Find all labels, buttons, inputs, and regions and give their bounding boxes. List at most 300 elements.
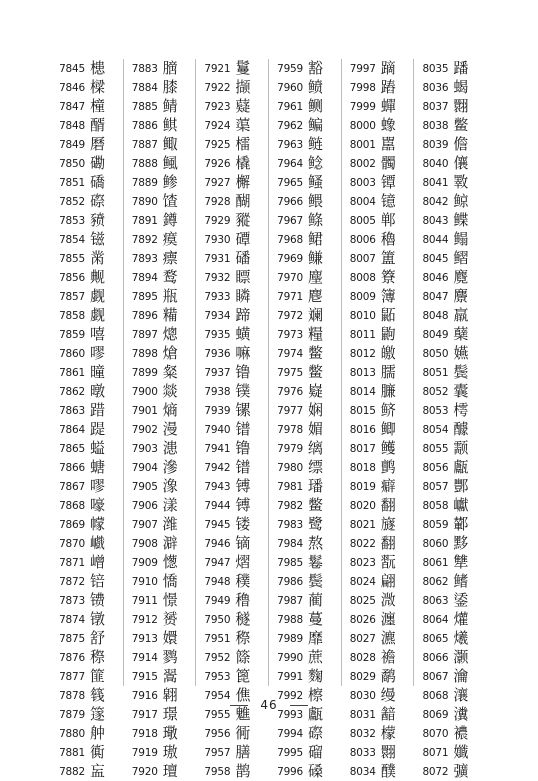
table-row (124, 173, 196, 192)
character: 璥 (162, 724, 178, 742)
char-code: 7873 (59, 594, 85, 607)
table-row (269, 439, 341, 458)
char-code: 8030 (349, 689, 376, 702)
character: 缥 (308, 458, 324, 476)
table-row (51, 173, 123, 192)
char-code: 7848 (59, 119, 85, 132)
character: 甗 (308, 705, 324, 723)
character: 蹢 (380, 59, 396, 77)
character: 锫 (90, 572, 106, 590)
character: 鬘 (235, 59, 251, 77)
table-row (51, 610, 123, 629)
character: 踶 (90, 420, 106, 438)
character: 燚 (162, 382, 178, 400)
table-row (414, 667, 486, 686)
character: 熬 (308, 534, 324, 552)
character: 彍 (453, 762, 469, 780)
char-code: 7860 (59, 347, 85, 360)
character: 撷 (235, 78, 251, 96)
table-row (414, 192, 486, 211)
table-row (196, 97, 268, 116)
char-code: 7996 (277, 765, 304, 778)
char-code: 7869 (59, 518, 85, 531)
character: 膳 (235, 743, 251, 761)
table-row (342, 192, 414, 211)
table-row (414, 762, 486, 781)
character: 鳊 (308, 116, 324, 134)
character: 糧 (308, 325, 324, 343)
char-code: 7974 (277, 347, 304, 360)
character: 嚎 (90, 496, 106, 514)
char-code: 8014 (349, 385, 376, 398)
table-row (51, 439, 123, 458)
character: 娴 (308, 401, 324, 419)
table-row (269, 515, 341, 534)
character: 穞 (235, 591, 251, 609)
char-code: 7949 (204, 594, 231, 607)
character: 镥 (235, 363, 251, 381)
character: 鼩 (380, 325, 396, 343)
character: 瀍 (380, 610, 396, 628)
char-code: 7880 (59, 727, 85, 740)
character: 潍 (162, 515, 178, 533)
character: 鲚 (380, 401, 396, 419)
table-row (51, 572, 123, 591)
char-code: 7957 (204, 746, 231, 759)
character: 磉 (308, 762, 324, 780)
character: 醵 (453, 420, 469, 438)
table-row (269, 382, 341, 401)
character: 瀹 (453, 667, 469, 685)
table-row (124, 610, 196, 629)
character: 璠 (308, 477, 324, 495)
char-code: 8058 (422, 499, 449, 512)
char-code: 8018 (349, 461, 376, 474)
table-row (196, 458, 268, 477)
char-code: 7906 (131, 499, 158, 512)
character: 磻 (235, 249, 251, 267)
character: 憽 (162, 553, 178, 571)
table-row (124, 401, 196, 420)
char-code: 7941 (204, 442, 231, 455)
char-code: 8072 (422, 765, 449, 778)
char-code: 8034 (349, 765, 376, 778)
char-code: 7914 (131, 651, 158, 664)
character: 癖 (380, 477, 396, 495)
character: 韽 (380, 705, 396, 723)
char-code: 7955 (204, 708, 231, 721)
character: 檑 (235, 135, 251, 153)
table-row (124, 154, 196, 173)
char-code: 7980 (277, 461, 304, 474)
table-row (342, 762, 414, 781)
table-row (414, 591, 486, 610)
char-code: 7953 (204, 670, 231, 683)
char-code: 7971 (277, 290, 304, 303)
character: 爟 (453, 610, 469, 628)
char-code: 7854 (59, 233, 85, 246)
char-code: 8001 (349, 138, 376, 151)
character: 豁 (308, 59, 324, 77)
table-row (342, 344, 414, 363)
character: 镈 (235, 496, 251, 514)
character: 鲭 (162, 97, 178, 115)
char-code: 7845 (59, 62, 85, 75)
char-code: 7987 (277, 594, 304, 607)
table-row (196, 515, 268, 534)
table-row (124, 211, 196, 230)
character: 翾 (453, 97, 469, 115)
table-row (342, 135, 414, 154)
character: 鲺 (162, 154, 178, 172)
table-row (124, 97, 196, 116)
char-code: 8004 (349, 195, 376, 208)
table-row (414, 135, 486, 154)
character: 爔 (453, 629, 469, 647)
table-row (342, 154, 414, 173)
table-row (342, 116, 414, 135)
table-row (342, 97, 414, 116)
table-column-6 (413, 59, 486, 780)
table-row (414, 97, 486, 116)
char-code: 7977 (277, 404, 304, 417)
table-row (196, 382, 268, 401)
table-row (342, 496, 414, 515)
table-row (51, 268, 123, 287)
char-code: 7966 (277, 195, 304, 208)
table-row (342, 724, 414, 743)
char-code: 7934 (204, 309, 231, 322)
table-row (124, 59, 196, 78)
table-row (51, 249, 123, 268)
table-row (51, 59, 123, 78)
char-code: 8024 (349, 575, 376, 588)
character: 颥 (453, 439, 469, 457)
table-row (51, 135, 123, 154)
char-code: 8029 (349, 670, 376, 683)
table-row (342, 78, 414, 97)
character: 曈 (90, 363, 106, 381)
table-row (342, 591, 414, 610)
char-code: 7897 (131, 328, 158, 341)
character: 漾 (162, 496, 178, 514)
character: 瓶 (162, 287, 178, 305)
table-row (196, 610, 268, 629)
char-code: 7951 (204, 632, 231, 645)
char-code: 8057 (422, 480, 449, 493)
char-code: 8021 (349, 518, 376, 531)
char-code: 7919 (131, 746, 158, 759)
char-code: 7899 (131, 366, 158, 379)
char-code: 7905 (131, 480, 158, 493)
table-row (51, 154, 123, 173)
character: 斓 (308, 306, 324, 324)
char-code: 7888 (131, 157, 158, 170)
character: 翩 (380, 572, 396, 590)
char-code: 7938 (204, 385, 231, 398)
char-code: 7970 (277, 271, 304, 284)
char-code: 8040 (422, 157, 449, 170)
char-code: 7986 (277, 575, 304, 588)
character: 暾 (90, 382, 106, 400)
table-row (51, 762, 123, 781)
char-code: 7948 (204, 575, 231, 588)
table-row (124, 78, 196, 97)
table-row (269, 477, 341, 496)
char-code: 8000 (349, 119, 376, 132)
char-code: 7984 (277, 537, 304, 550)
character: 檬 (380, 724, 396, 742)
char-code: 7990 (277, 651, 304, 664)
character: 鲯 (162, 116, 178, 134)
char-code: 8055 (422, 442, 449, 455)
char-code: 7862 (59, 385, 85, 398)
character: 漫 (162, 420, 178, 438)
table-row (124, 743, 196, 762)
table-row (414, 363, 486, 382)
character: 舯 (90, 724, 106, 742)
character: 蟥 (235, 325, 251, 343)
table-row (51, 211, 123, 230)
character: 翫 (380, 553, 396, 571)
character: 穄 (235, 629, 251, 647)
character: 篨 (235, 648, 251, 666)
table-row (51, 458, 123, 477)
char-code: 7883 (131, 62, 158, 75)
table-row (51, 287, 123, 306)
char-code: 7879 (59, 708, 85, 721)
table-row (124, 344, 196, 363)
char-code: 8043 (422, 214, 449, 227)
character: 鼫 (380, 306, 396, 324)
char-code: 7956 (204, 727, 231, 740)
character: 灏 (453, 648, 469, 666)
character: 鐏 (162, 211, 178, 229)
char-code: 7935 (204, 328, 231, 341)
table-row (196, 249, 268, 268)
table-row (269, 629, 341, 648)
char-code: 7871 (59, 556, 85, 569)
character: 镃 (90, 230, 106, 248)
table-row (414, 325, 486, 344)
character: 磂 (308, 743, 324, 761)
character: 蘖 (453, 325, 469, 343)
char-code: 8053 (422, 404, 449, 417)
table-row (124, 135, 196, 154)
character: 觍 (90, 268, 106, 286)
table-row (196, 268, 268, 287)
table-row (414, 420, 486, 439)
char-code: 7903 (131, 442, 158, 455)
table-row (342, 363, 414, 382)
character: 翶 (162, 686, 178, 704)
char-code: 8039 (422, 138, 449, 151)
table-row (124, 287, 196, 306)
character: 麖 (453, 287, 469, 305)
character: 鳖 (308, 363, 324, 381)
character: 瘼 (162, 230, 178, 248)
char-code: 7849 (59, 138, 85, 151)
character: 憍 (162, 572, 178, 590)
table-row (124, 553, 196, 572)
char-code: 7916 (131, 689, 158, 702)
char-code: 8071 (422, 746, 449, 759)
character: 膝 (162, 78, 178, 96)
char-code: 8007 (349, 252, 376, 265)
table-row (342, 211, 414, 230)
character: 镂 (235, 515, 251, 533)
character: 樗 (453, 401, 469, 419)
char-code: 7972 (277, 309, 304, 322)
char-code: 7961 (277, 100, 304, 113)
table-row (269, 154, 341, 173)
char-code: 7896 (131, 309, 158, 322)
char-code: 7912 (131, 613, 158, 626)
character: 橦 (90, 97, 106, 115)
character: 镨 (235, 420, 251, 438)
table-row (196, 743, 268, 762)
table-row (269, 762, 341, 781)
character: 嘐 (90, 344, 106, 362)
char-code: 7861 (59, 366, 85, 379)
char-code: 7866 (59, 461, 85, 474)
char-code: 7855 (59, 252, 85, 265)
char-code: 7945 (204, 518, 231, 531)
table-row (196, 401, 268, 420)
char-code: 7907 (131, 518, 158, 531)
char-code: 8068 (422, 689, 449, 702)
char-code: 7872 (59, 575, 85, 588)
table-row (414, 629, 486, 648)
table-row (51, 515, 123, 534)
char-code: 7981 (277, 480, 304, 493)
table-row (196, 287, 268, 306)
table-row (342, 420, 414, 439)
character: 囊 (453, 382, 469, 400)
table-row (342, 743, 414, 762)
page-number: 46 (260, 698, 278, 712)
character: 槵 (90, 59, 106, 77)
character: 磜 (308, 724, 324, 742)
table-row (342, 610, 414, 629)
char-code: 7937 (204, 366, 231, 379)
table-row (414, 306, 486, 325)
char-code: 7917 (131, 708, 158, 721)
character: 镈 (235, 477, 251, 495)
char-code: 7852 (59, 195, 85, 208)
character: 熜 (162, 325, 178, 343)
character: 螠 (90, 439, 106, 457)
char-code: 8006 (349, 233, 376, 246)
character: 羸 (453, 306, 469, 324)
table-row (124, 306, 196, 325)
table-row (124, 268, 196, 287)
char-code: 7991 (277, 670, 304, 683)
char-code: 7931 (204, 252, 231, 265)
character: 缡 (308, 439, 324, 457)
char-code: 7964 (277, 157, 304, 170)
char-code: 7940 (204, 423, 231, 436)
character: 孅 (453, 743, 469, 761)
char-code: 7928 (204, 195, 231, 208)
character: 礄 (90, 173, 106, 191)
char-code: 7911 (131, 594, 158, 607)
table-row (196, 192, 268, 211)
table-row (196, 173, 268, 192)
table-row (342, 268, 414, 287)
table-row (51, 230, 123, 249)
character: 酆 (453, 477, 469, 495)
char-code: 7910 (131, 575, 158, 588)
char-code: 8027 (349, 632, 376, 645)
character: 镝 (235, 534, 251, 552)
char-code: 7978 (277, 423, 304, 436)
char-code: 8032 (349, 727, 376, 740)
char-code: 8016 (349, 423, 376, 436)
char-code: 7958 (204, 765, 231, 778)
character: 翻 (380, 496, 396, 514)
char-code: 8022 (349, 537, 376, 550)
table-row (51, 629, 123, 648)
char-code: 8015 (349, 404, 376, 417)
character: 磿 (90, 135, 106, 153)
char-code: 8048 (422, 309, 449, 322)
char-code: 7929 (204, 214, 231, 227)
character: 鳠 (380, 439, 396, 457)
table-row (269, 667, 341, 686)
character: 黟 (453, 534, 469, 552)
table-row (196, 78, 268, 97)
table-row (51, 306, 123, 325)
table-row (342, 306, 414, 325)
char-code: 8009 (349, 290, 376, 303)
char-code: 8045 (422, 252, 449, 265)
character: 嶒 (90, 553, 106, 571)
char-code: 8020 (349, 499, 376, 512)
character: 旞 (380, 515, 396, 533)
char-code: 7884 (131, 81, 158, 94)
table-row (51, 648, 123, 667)
table-row (269, 591, 341, 610)
character: 鲶 (308, 154, 324, 172)
char-code: 8059 (422, 518, 449, 531)
char-code: 7859 (59, 328, 85, 341)
char-code: 7895 (131, 290, 158, 303)
char-code: 7891 (131, 214, 158, 227)
table-row (342, 439, 414, 458)
char-code: 8019 (349, 480, 376, 493)
character: 郸 (380, 211, 396, 229)
char-code: 7979 (277, 442, 304, 455)
char-code: 7926 (204, 157, 231, 170)
table-row (196, 363, 268, 382)
character: 穙 (235, 572, 251, 590)
char-code: 7893 (131, 252, 158, 265)
character: 滲 (162, 458, 178, 476)
character: 鳍 (453, 572, 469, 590)
character: 簠 (380, 249, 396, 267)
char-code: 7932 (204, 271, 231, 284)
char-code: 7939 (204, 404, 231, 417)
table-row (124, 534, 196, 553)
table-row (51, 724, 123, 743)
character: 麑 (453, 268, 469, 286)
char-code: 7925 (204, 138, 231, 151)
char-code: 7908 (131, 537, 158, 550)
table-row (414, 382, 486, 401)
table-row (342, 477, 414, 496)
char-code: 8060 (422, 537, 449, 550)
